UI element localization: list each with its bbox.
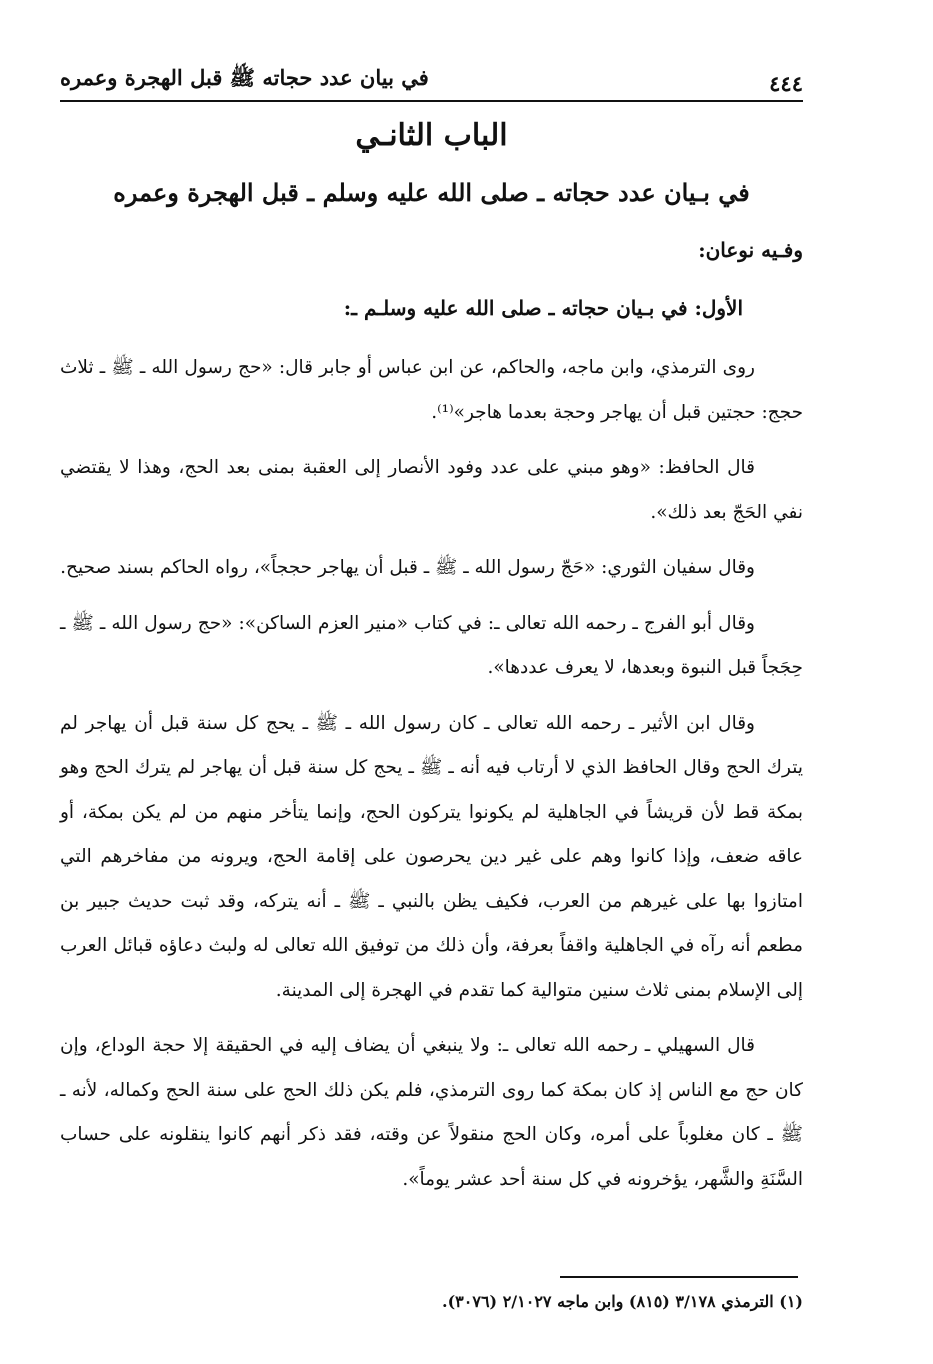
page-number: ٤٤٤: [769, 71, 803, 96]
paragraph-1: روى الترمذي، وابن ماجه، والحاكم، عن ابن عباس أو جابر قال: «حج رسول الله ـ ﷺ ـ ثلاث حجج: حجتين قبل أن يهاجر وحجة بعدما هاجر»⁽¹⁾.: [60, 357, 803, 423]
paragraph-2: قال الحافظ: «وهو مبني على عدد وفود الأنصار إلى العقبة بمنى بعد الحج، وهذا لا يقتضي نفي الحَجّ بعد ذلك».: [60, 457, 803, 523]
running-header: [60, 58, 803, 102]
footnote: (١) الترمذي ٣/١٧٨ (٨١٥) وابن ماجه ٢/١٠٢٧ (٣٠٧٦).: [442, 1292, 803, 1311]
intro-line: وفـيه نوعان:: [698, 238, 803, 262]
paragraph-3: وقال سفيان الثوري: «حَجّ رسول الله ـ ﷺ ـ قبل أن يهاجر حججاً»، رواه الحاكم بسند صحيح.: [60, 557, 755, 578]
running-title: في بيان عدد حجاته ﷺ قبل الهجرة وعمره: [60, 65, 429, 90]
body-text: [60, 346, 803, 1213]
section-heading: الأول: في بـيان حجاته ـ صلى الله عليه وسلـم ـ:: [343, 296, 743, 320]
chapter-subtitle: في بـيان عدد حجاته ـ صلى الله عليه وسلم ـ قبل الهجرة وعمره: [113, 178, 750, 207]
footnote-divider: [560, 1276, 798, 1278]
paragraph-5: وقال ابن الأثير ـ رحمه الله تعالى ـ كان رسول الله ـ ﷺ ـ يحج كل سنة قبل أن يهاجر لم يترك الحج وقال الحافظ الذي لا أرتاب فيه أنه ـ ﷺ ـ يحج كل سنة قبل أن يهاجر لم يترك الحج وهو بمكة قط لأن قريشاً في الجاهلية لم يكونوا يتركون الحج، وإنما يتأخر منهم من لم يكن بمكة، أو عاقه ضعف، وإذا كانوا وهم على غير دين يحرصون على إقامة الحج، ويرونه من مفاخرهم التي امتازوا بها على غيرهم من العرب، فكيف يظن بالنبي ـ ﷺ ـ أنه يتركه، وقد ثبت حديث جبير بن مطعم أنه رآه في الجاهلية واقفاً بعرفة، وأن ذلك من توفيق الله تعالى له ولبث دعاؤه قبائل العرب إلى الإسلام بمنى ثلاث سنين متوالية كما تقدم في الهجرة إلى المدينة.: [60, 712, 803, 1001]
paragraph-6: قال السهيلي ـ رحمه الله تعالى ـ: ولا ينبغي أن يضاف إليه في الحقيقة إلا حجة الوداع، وإن كان حج مع الناس إذ كان بمكة كما روى الترمذي، فلم يكن ذلك الحج على سنة الحج وكماله، لأنه ـ ﷺ ـ كان مغلوباً على أمره، وكان الحج منقولاً عن وقته، فقد ذكر أنهم كانوا ينقلونه على حساب السَّنَةِ والشَّهر، يؤخرونه في كل سنة أحد عشر يوماً».: [60, 1035, 803, 1190]
paragraph-4: وقال أبو الفرج ـ رحمه الله تعالى ـ: في كتاب «منير العزم الساكن»: «حج رسول الله ـ ﷺ ـ حِجَجاً قبل النبوة وبعدها، لا يعرف عددها».: [60, 612, 803, 678]
chapter-title: الباب الثانـي: [355, 118, 508, 153]
